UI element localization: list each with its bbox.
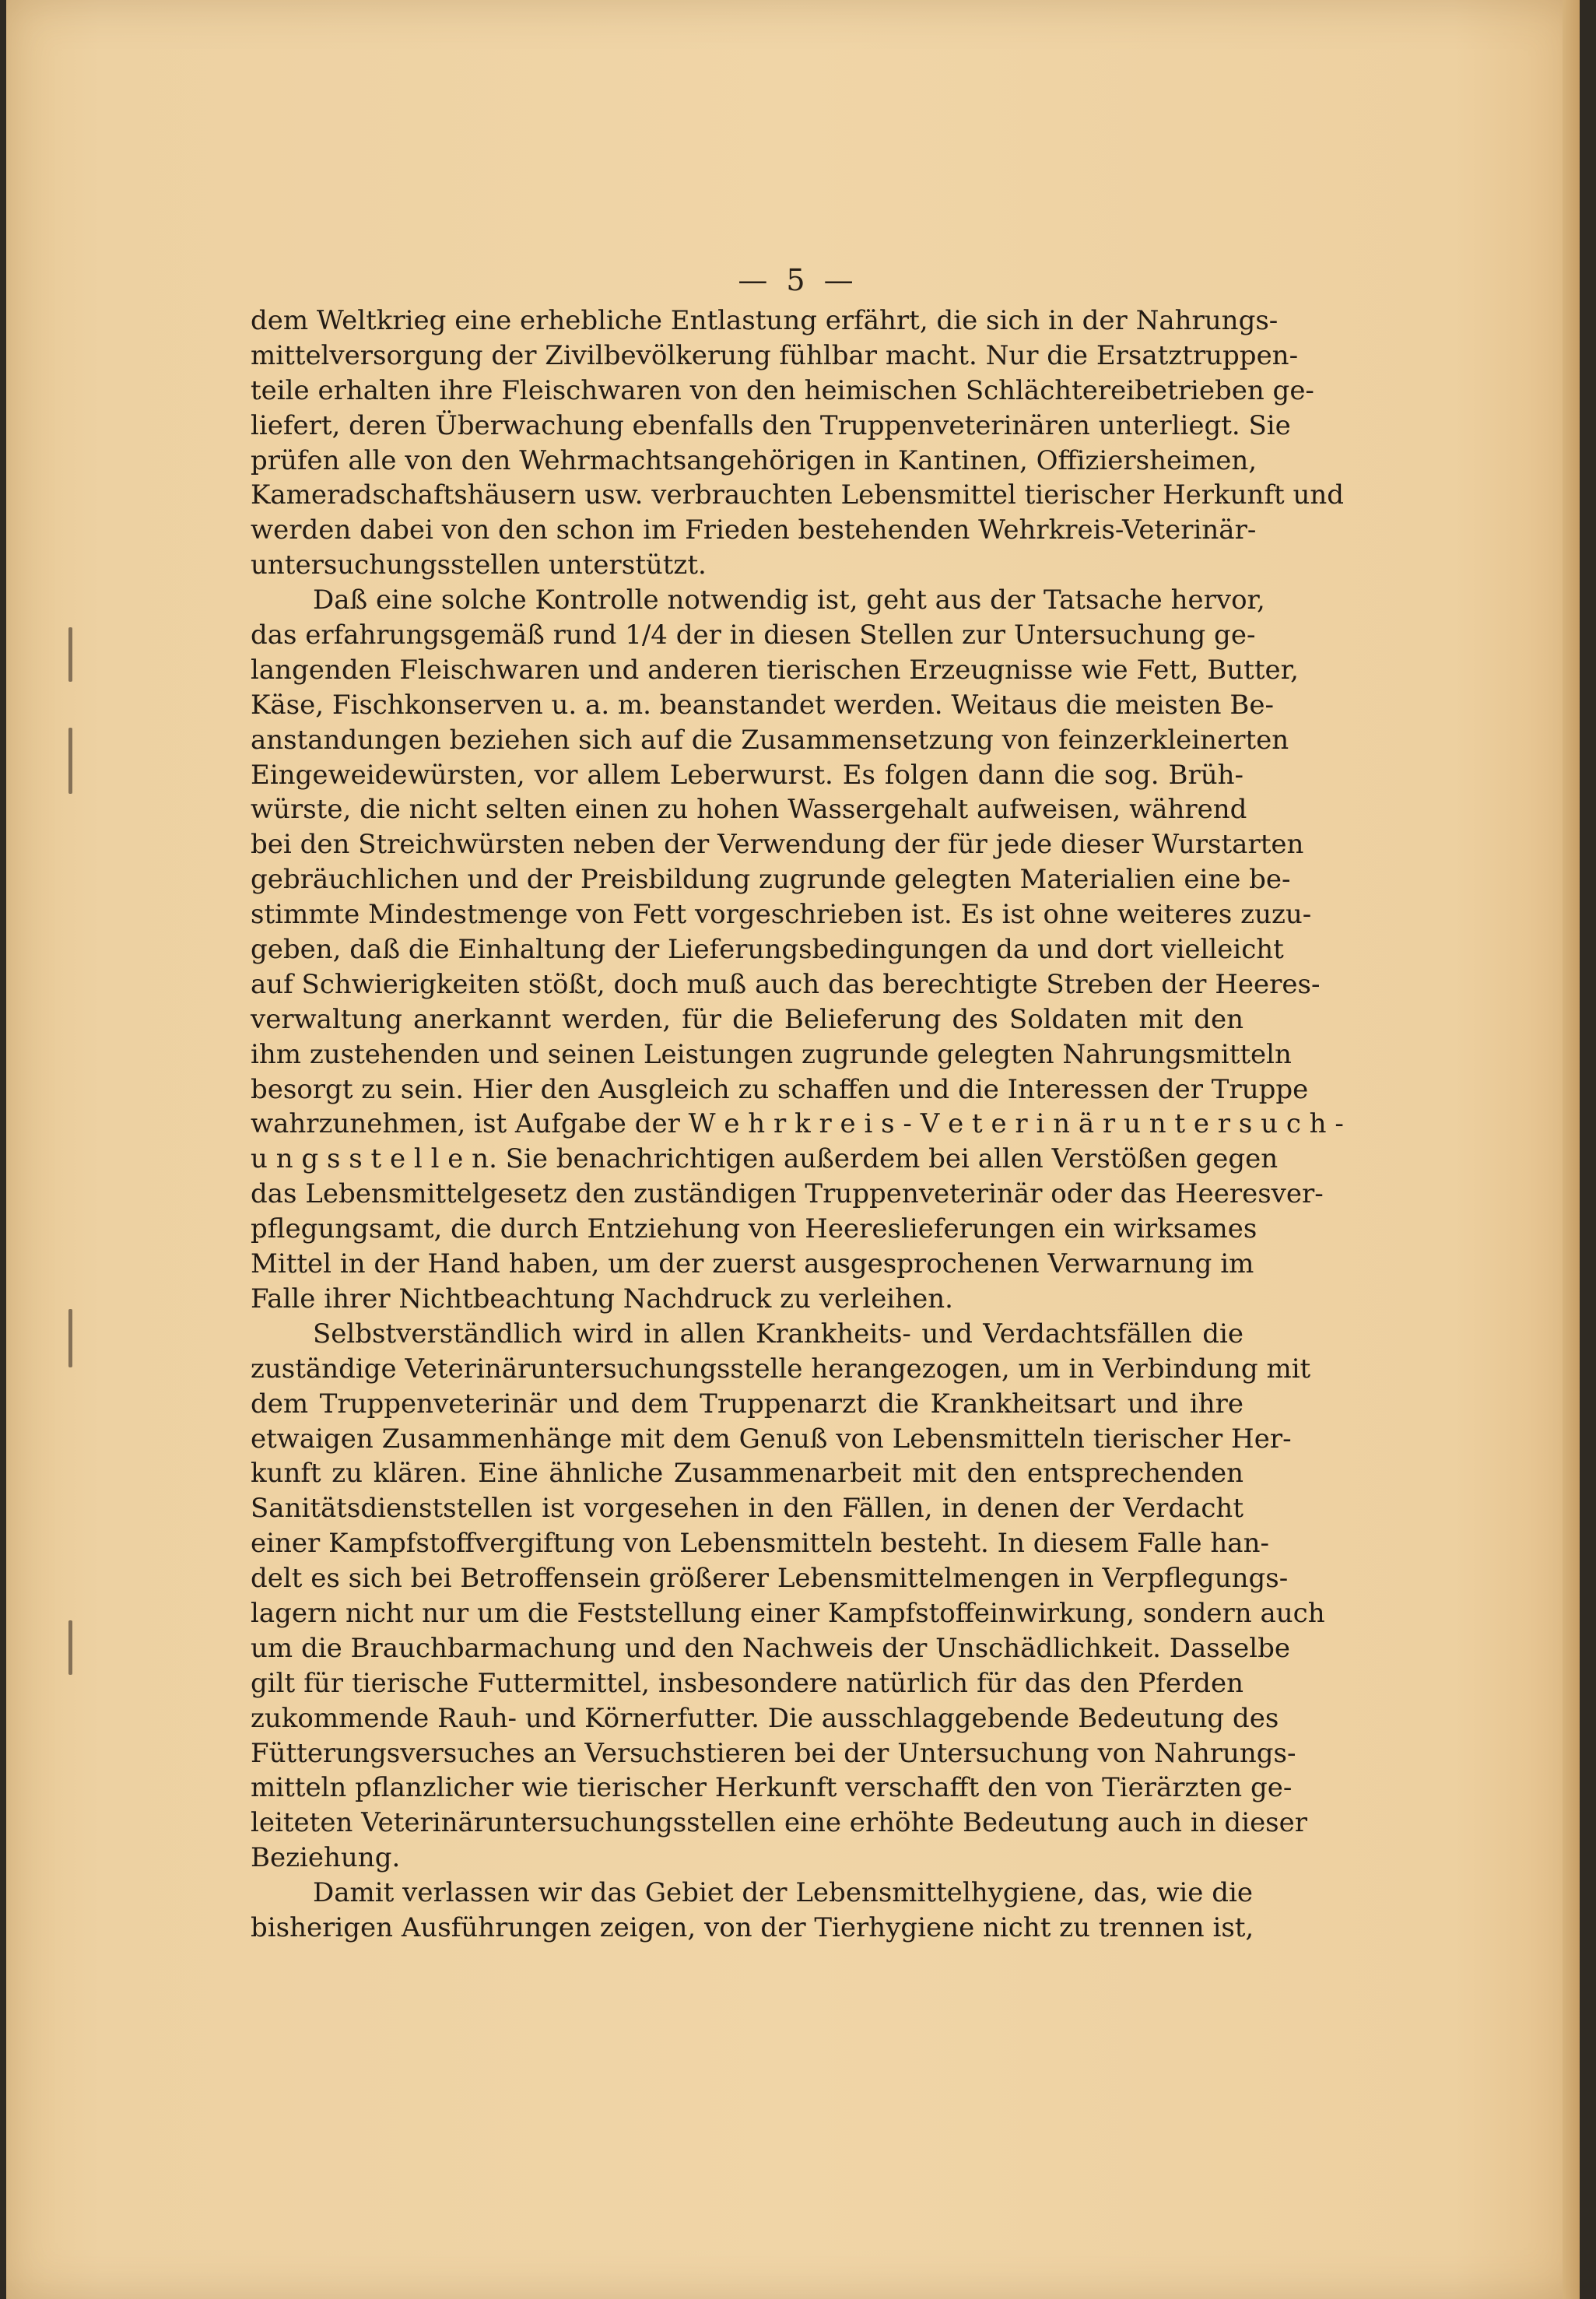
text-line: einer Kampfstoffvergiftung von Lebensmitteln besteht. In diesem Falle han- xyxy=(251,1528,1269,1560)
text-line: prüfen alle von den Wehrmachtsangehörigen in Kantinen, Offiziersheimen, xyxy=(251,444,1258,476)
text-line: ihm zustehenden und seinen Leistungen zugrunde gelegten Nahrungsmitteln xyxy=(251,1038,1292,1070)
text-line: mittelversorgung der Zivilbevölkerung fühlbar macht. Nur die Ersatztruppen- xyxy=(251,339,1299,371)
text-line: zukommende Rauh- und Körnerfutter. Die ausschlaggebende Bedeutung des xyxy=(251,1702,1279,1734)
text-line: dem Weltkrieg eine erhebliche Entlastung erfährt, die sich in der Nahrungs- xyxy=(251,305,1279,336)
text-line: bisherigen Ausführungen zeigen, von der Tierhygiene nicht zu trennen ist, xyxy=(251,1911,1254,1943)
text-line: zuständige Veterinäruntersuchungsstelle herangezogen, um in Verbindung mit xyxy=(251,1353,1311,1385)
text-line: mitteln pflanzlicher wie tierischer Herkunft verschafft den von Tierärzten ge- xyxy=(251,1772,1293,1804)
text-line: pflegungsamt, die durch Entziehung von Heereslieferungen ein wirksames xyxy=(251,1213,1258,1245)
text-line: Kameradschaftshäusern usw. verbrauchten Lebensmittel tierischer Herkunft und xyxy=(251,479,1345,511)
text-line: Selbstverständlich wird in allen Krankheits- und Verdachtsfällen die xyxy=(313,1318,1243,1350)
text-line: Daß eine solche Kontrolle notwendig ist, geht aus der Tatsache hervor, xyxy=(313,584,1265,616)
text-line: lagern nicht nur um die Feststellung einer Kampfstoffeinwirkung, sondern auch xyxy=(251,1597,1325,1629)
text-line: Damit verlassen wir das Gebiet der Lebensmittelhygiene, das, wie die xyxy=(313,1877,1253,1909)
text-line: etwaigen Zusammenhänge mit dem Genuß von Lebensmitteln tierischer Her- xyxy=(251,1423,1292,1455)
paragraph xyxy=(251,583,1344,1317)
text-line: Mittel in der Hand haben, um der zuerst ausgesprochenen Verwarnung im xyxy=(251,1248,1254,1280)
text-line: würste, die nicht selten einen zu hohen Wassergehalt aufweisen, während xyxy=(251,794,1247,826)
text-line: das erfahrungsgemäß rund 1/4 der in diesen Stellen zur Untersuchung ge- xyxy=(251,620,1256,651)
text-line: Käse, Fischkonserven u. a. m. beanstandet werden. Weitaus die meisten Be- xyxy=(251,689,1274,721)
binding-mark xyxy=(68,1620,72,1675)
text-line: leiteten Veterinäruntersuchungsstellen eine erhöhte Bedeutung auch in dieser xyxy=(251,1807,1308,1839)
text-line: das Lebensmittelgesetz den zuständigen Truppenveterinär oder das Heeresver- xyxy=(251,1178,1324,1210)
text-line: wahrzunehmen, ist Aufgabe der W e h r k r e i s - V e t e r i n ä r u n t e r s u c h - xyxy=(251,1108,1344,1140)
text-line: gilt für tierische Futtermittel, insbesondere natürlich für das den Pferden xyxy=(251,1667,1243,1699)
binding-mark xyxy=(68,728,72,794)
text-line: Eingeweidewürsten, vor allem Leberwurst. Es folgen dann die sog. Brüh- xyxy=(251,759,1243,791)
text-line: besorgt zu sein. Hier den Ausgleich zu schaffen und die Interessen der Truppe xyxy=(251,1073,1309,1105)
binding-mark xyxy=(68,627,72,682)
text-line: verwaltung anerkannt werden, für die Belieferung des Soldaten mit den xyxy=(251,1003,1243,1035)
binding-mark xyxy=(68,1309,72,1367)
text-line: liefert, deren Überwachung ebenfalls den Truppenveterinären unterliegt. Sie xyxy=(251,409,1291,441)
text-line: u n g s s t e l l e n. Sie benachrichtigen außerdem bei allen Verstößen gegen xyxy=(251,1143,1279,1175)
text-line: teile erhalten ihre Fleischwaren von den heimischen Schlächtereibetrieben ge- xyxy=(251,374,1314,406)
text-line: untersuchungsstellen unterstützt. xyxy=(251,549,707,581)
text-line: stimmte Mindestmenge von Fett vorgeschrieben ist. Es ist ohne weiteres zuzu- xyxy=(251,899,1312,931)
body-text xyxy=(251,304,1345,1946)
text-line: Fütterungsversuches an Versuchstieren bei der Untersuchung von Nahrungs- xyxy=(251,1737,1296,1769)
text-line: kunft zu klären. Eine ähnliche Zusammenarbeit mit den entsprechenden xyxy=(251,1458,1243,1490)
text-line: bei den Streichwürsten neben der Verwendung der für jede dieser Wurstarten xyxy=(251,829,1304,861)
text-line: dem Truppenveterinär und dem Truppenarzt die Krankheitsart und ihre xyxy=(251,1388,1243,1420)
text-line: um die Brauchbarmachung und den Nachweis der Unschädlichkeit. Dasselbe xyxy=(251,1632,1291,1664)
text-line: werden dabei von den schon im Frieden bestehenden Wehrkreis-Veterinär- xyxy=(251,514,1257,546)
text-line: langenden Fleischwaren und anderen tierischen Erzeugnisse wie Fett, Butter, xyxy=(251,654,1299,686)
text-line: gebräuchlichen und der Preisbildung zugrunde gelegten Materialien eine be- xyxy=(251,864,1291,896)
text-line: Sanitätsdienststellen ist vorgesehen in den Fällen, in denen der Verdacht xyxy=(251,1493,1243,1525)
paragraph xyxy=(251,1876,1254,1946)
text-line: geben, daß die Einhaltung der Lieferungsbedingungen da und dort vielleicht xyxy=(251,934,1284,966)
text-line: Falle ihrer Nichtbeachtung Nachdruck zu verleihen. xyxy=(251,1283,953,1314)
text-line: Beziehung. xyxy=(251,1842,401,1874)
page-edge xyxy=(1563,0,1580,2299)
paragraph xyxy=(251,304,1345,583)
page-number: — 5 — xyxy=(738,263,858,297)
paragraph xyxy=(251,1317,1325,1876)
text-line: delt es sich bei Betroffensein größerer Lebensmittelmengen in Verpflegungs- xyxy=(251,1563,1289,1595)
text-line: auf Schwierigkeiten stößt, doch muß auch das berechtigte Streben der Heeres- xyxy=(251,968,1321,1000)
text-line: anstandungen beziehen sich auf die Zusammensetzung von feinzerkleinerten xyxy=(251,724,1289,756)
